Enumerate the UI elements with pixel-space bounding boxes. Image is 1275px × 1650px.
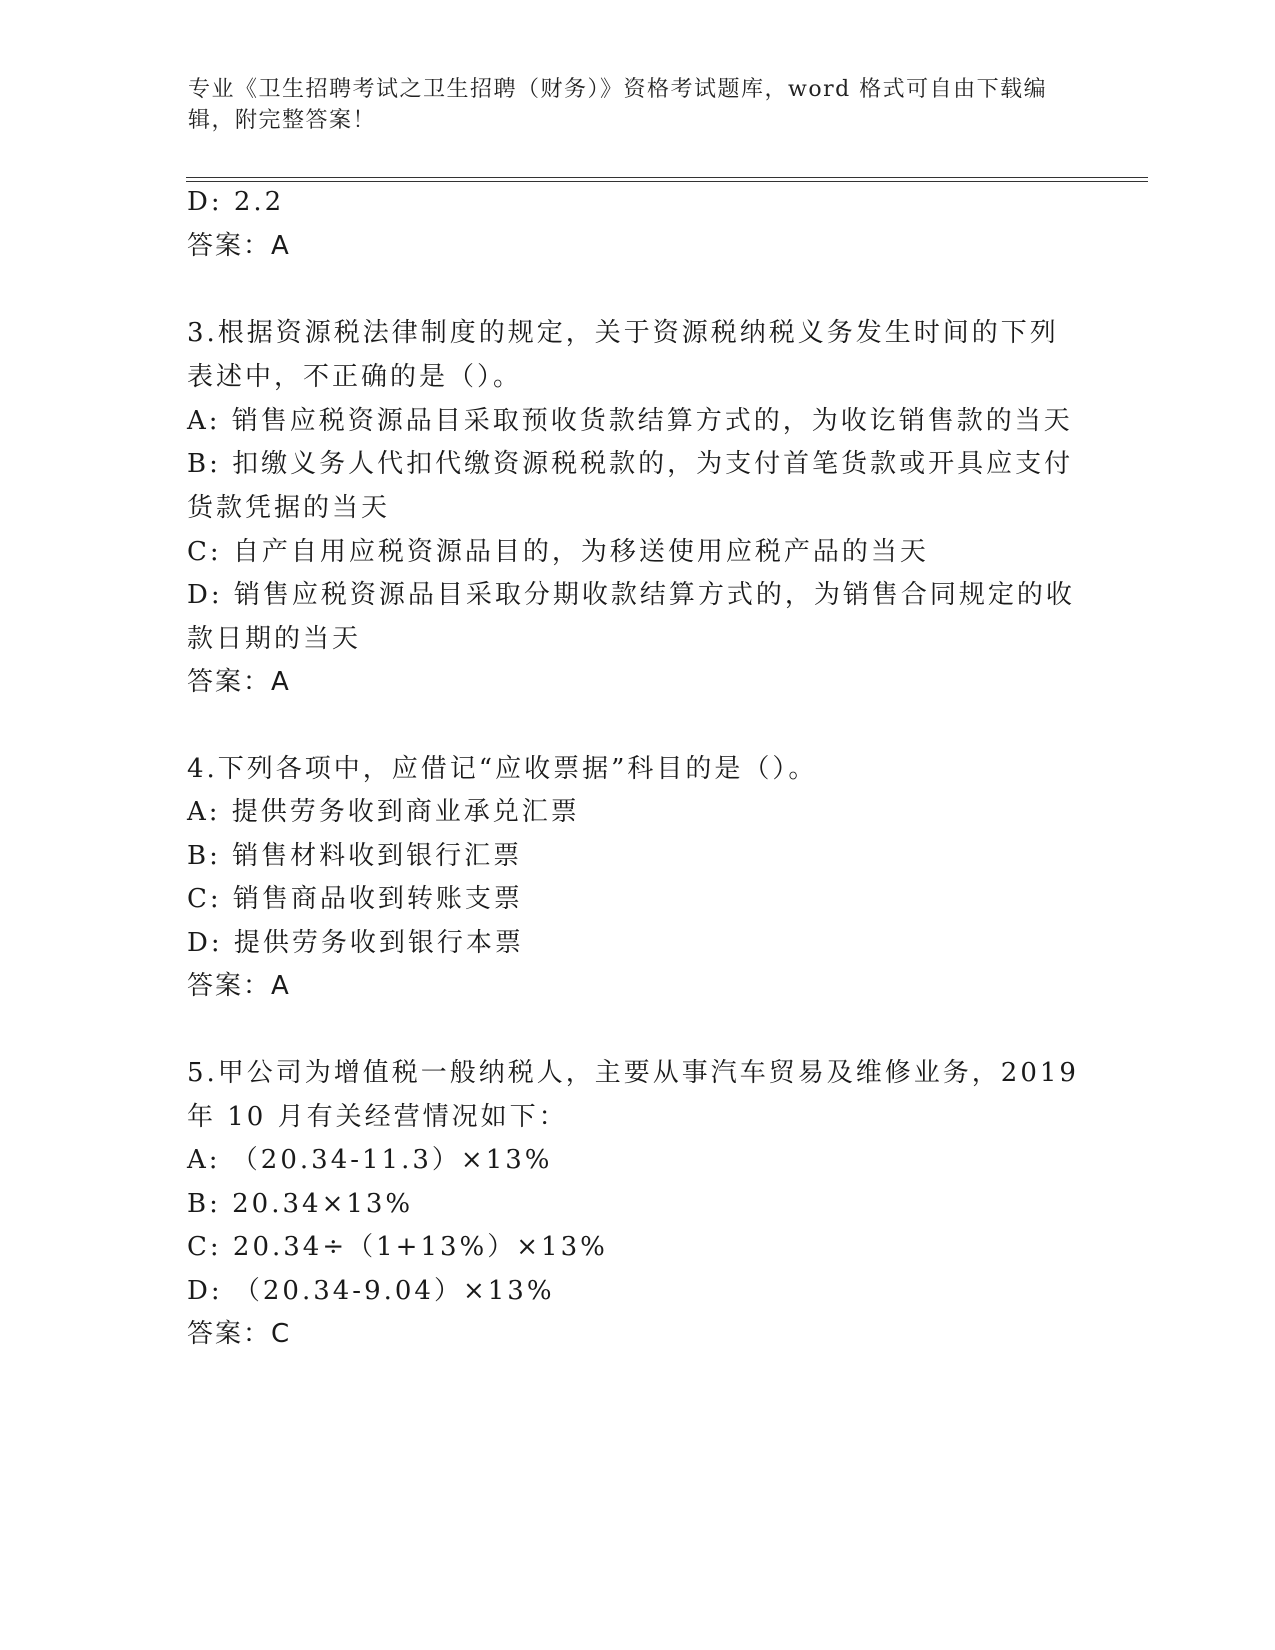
option-line: C: 自产自用应税资源品目的，为移送使用应税产品的当天 — [187, 537, 929, 567]
question-stem: 3.根据资源税法律制度的规定，关于资源税纳税义务发生时间的下列 — [187, 318, 1059, 348]
option-line: B: 销售材料收到银行汇票 — [187, 841, 523, 871]
question-stem: 年 10 月有关经营情况如下： — [187, 1102, 568, 1132]
option-line: C: 20.34÷（1+13%）×13% — [187, 1232, 608, 1262]
option-line: B: 扣缴义务人代扣代缴资源税税款的，为支付首笔货款或开具应支付 — [187, 449, 1074, 479]
question-stem: 5.甲公司为增值税一般纳税人，主要从事汽车贸易及维修业务，2019 — [187, 1058, 1079, 1088]
option-line: D: 提供劳务收到银行本票 — [187, 928, 524, 958]
document-header: 专业《卫生招聘考试之卫生招聘（财务）》资格考试题库，word 格式可自由下载编辑，附完整答案！ — [188, 77, 1048, 133]
option-line: A: 销售应税资源品目采取预收货款结算方式的，为收讫销售款的当天 — [187, 406, 1073, 436]
answer-line: 答案：A — [187, 971, 291, 1001]
option-line: C: 销售商品收到转账支票 — [187, 884, 523, 914]
option-line: D: 2.2 — [187, 187, 285, 217]
option-line: A: 提供劳务收到商业承兑汇票 — [187, 797, 580, 827]
option-line: A: （20.34-11.3）×13% — [187, 1145, 553, 1175]
answer-line: 答案：C — [187, 1319, 292, 1349]
option-line: D: （20.34-9.04）×13% — [187, 1276, 555, 1306]
answer-line: 答案：A — [187, 231, 291, 261]
question-stem: 表述中，不正确的是（）。 — [187, 362, 523, 392]
option-line: D: 销售应税资源品目采取分期收款结算方式的，为销售合同规定的收 — [187, 580, 1075, 610]
option-line: 货款凭据的当天 — [187, 493, 391, 523]
answer-line: 答案：A — [187, 667, 291, 697]
header-divider — [186, 177, 1148, 182]
option-line: B: 20.34×13% — [187, 1189, 414, 1219]
option-line: 款日期的当天 — [187, 624, 362, 654]
question-stem: 4.下列各项中，应借记“应收票据”科目的是（）。 — [187, 754, 818, 784]
